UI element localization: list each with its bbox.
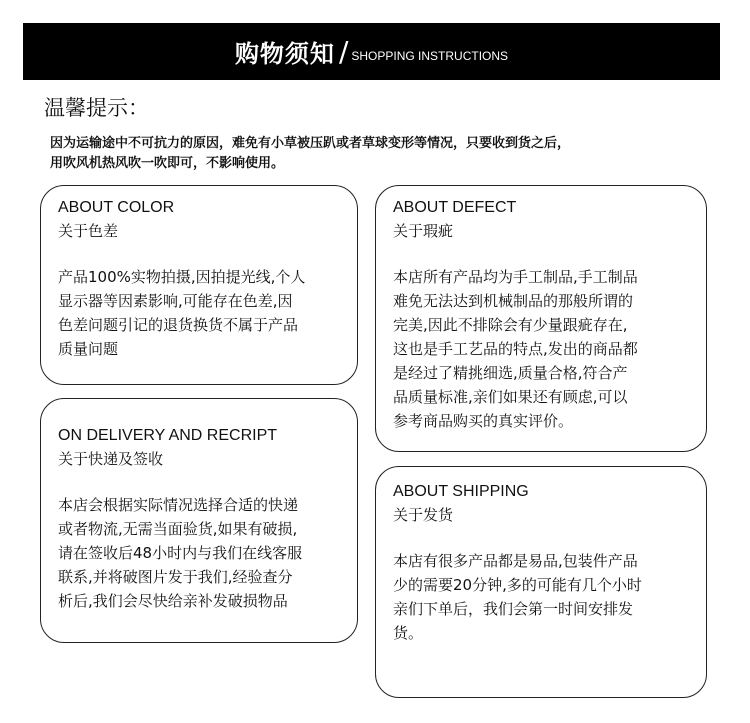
about-defect-card: [375, 185, 707, 452]
page-title: 购物须知: [234, 40, 335, 68]
tips-body: [50, 134, 710, 174]
page-subtitle: SHOPPING INSTRUCTIONS: [351, 48, 509, 63]
card-body-line: 品质量标准,亲们如果还有顾虑,可以: [393, 388, 628, 406]
card-body-line: 少的需要20分钟,多的可能有几个小时: [393, 576, 642, 594]
about-color-card: [40, 185, 358, 385]
card-body: [58, 493, 340, 613]
card-body-line: 难免无法达到机械制品的那般所谓的: [393, 292, 634, 310]
card-body-line: 色差问题引记的退货换货不属于产品: [58, 316, 299, 334]
tips-line: 因为运输途中不可抗力的原因，难免有小草被压趴或者草球变形等情况，只要收到货之后，: [50, 136, 571, 151]
card-body-line: 产品100%实物拍摄,因拍提光线,个人: [58, 268, 306, 286]
card-body-line: 货。: [393, 624, 424, 642]
card-body-line: 亲们下单后，我们会第一时间安排发: [393, 600, 634, 618]
tips-heading: 温馨提示：: [44, 96, 149, 120]
card-title: ON DELIVERY AND RECRIPT: [58, 427, 278, 444]
card-body-line: 或者物流,无需当面验货,如果有破损,: [58, 520, 298, 538]
card-subtitle: 关于发货: [393, 506, 454, 524]
card-body-line: 参考商品购买的真实评价。: [393, 412, 574, 430]
card-body-line: 完美,因此不排除会有少量跟疵存在,: [393, 316, 628, 334]
card-body: [58, 265, 340, 361]
card-body-line: 质量问题: [58, 340, 119, 358]
card-title: ABOUT SHIPPING: [393, 483, 529, 500]
card-body-line: 本店会根据实际情况选择合适的快递: [58, 496, 299, 514]
about-shipping-card: [375, 466, 707, 698]
card-body-line: 联系,并将破图片发于我们,经验查分: [58, 568, 293, 586]
card-body-line: 本店所有产品均为手工制品,手工制品: [393, 268, 638, 286]
card-body-line: 本店有很多产品都是易品,包装件产品: [393, 552, 638, 570]
card-body-line: 析后,我们会尽快给亲补发破损物品: [58, 592, 288, 610]
card-body-line: 显示器等因素影响,可能存在色差,因: [58, 292, 293, 310]
card-subtitle: 关于色差: [58, 222, 119, 240]
card-title: ABOUT COLOR: [58, 199, 175, 216]
header-banner: [23, 23, 720, 80]
title-separator: /: [338, 35, 349, 68]
card-body-line: 请在签收后48小时内与我们在线客服: [58, 544, 303, 562]
card-body: [393, 265, 689, 433]
card-title: ABOUT DEFECT: [393, 199, 517, 216]
delivery-receipt-card: [40, 398, 358, 643]
card-body: [393, 549, 689, 645]
card-subtitle: 关于瑕疵: [393, 222, 454, 240]
card-body-line: 这也是手工艺品的特点,发出的商品都: [393, 340, 638, 358]
tips-line: 用吹风机热风吹一吹即可，不影响使用。: [50, 156, 285, 171]
card-subtitle: 关于快递及签收: [58, 450, 164, 468]
card-body-line: 是经过了精挑细选,质量合格,符合产: [393, 364, 628, 382]
